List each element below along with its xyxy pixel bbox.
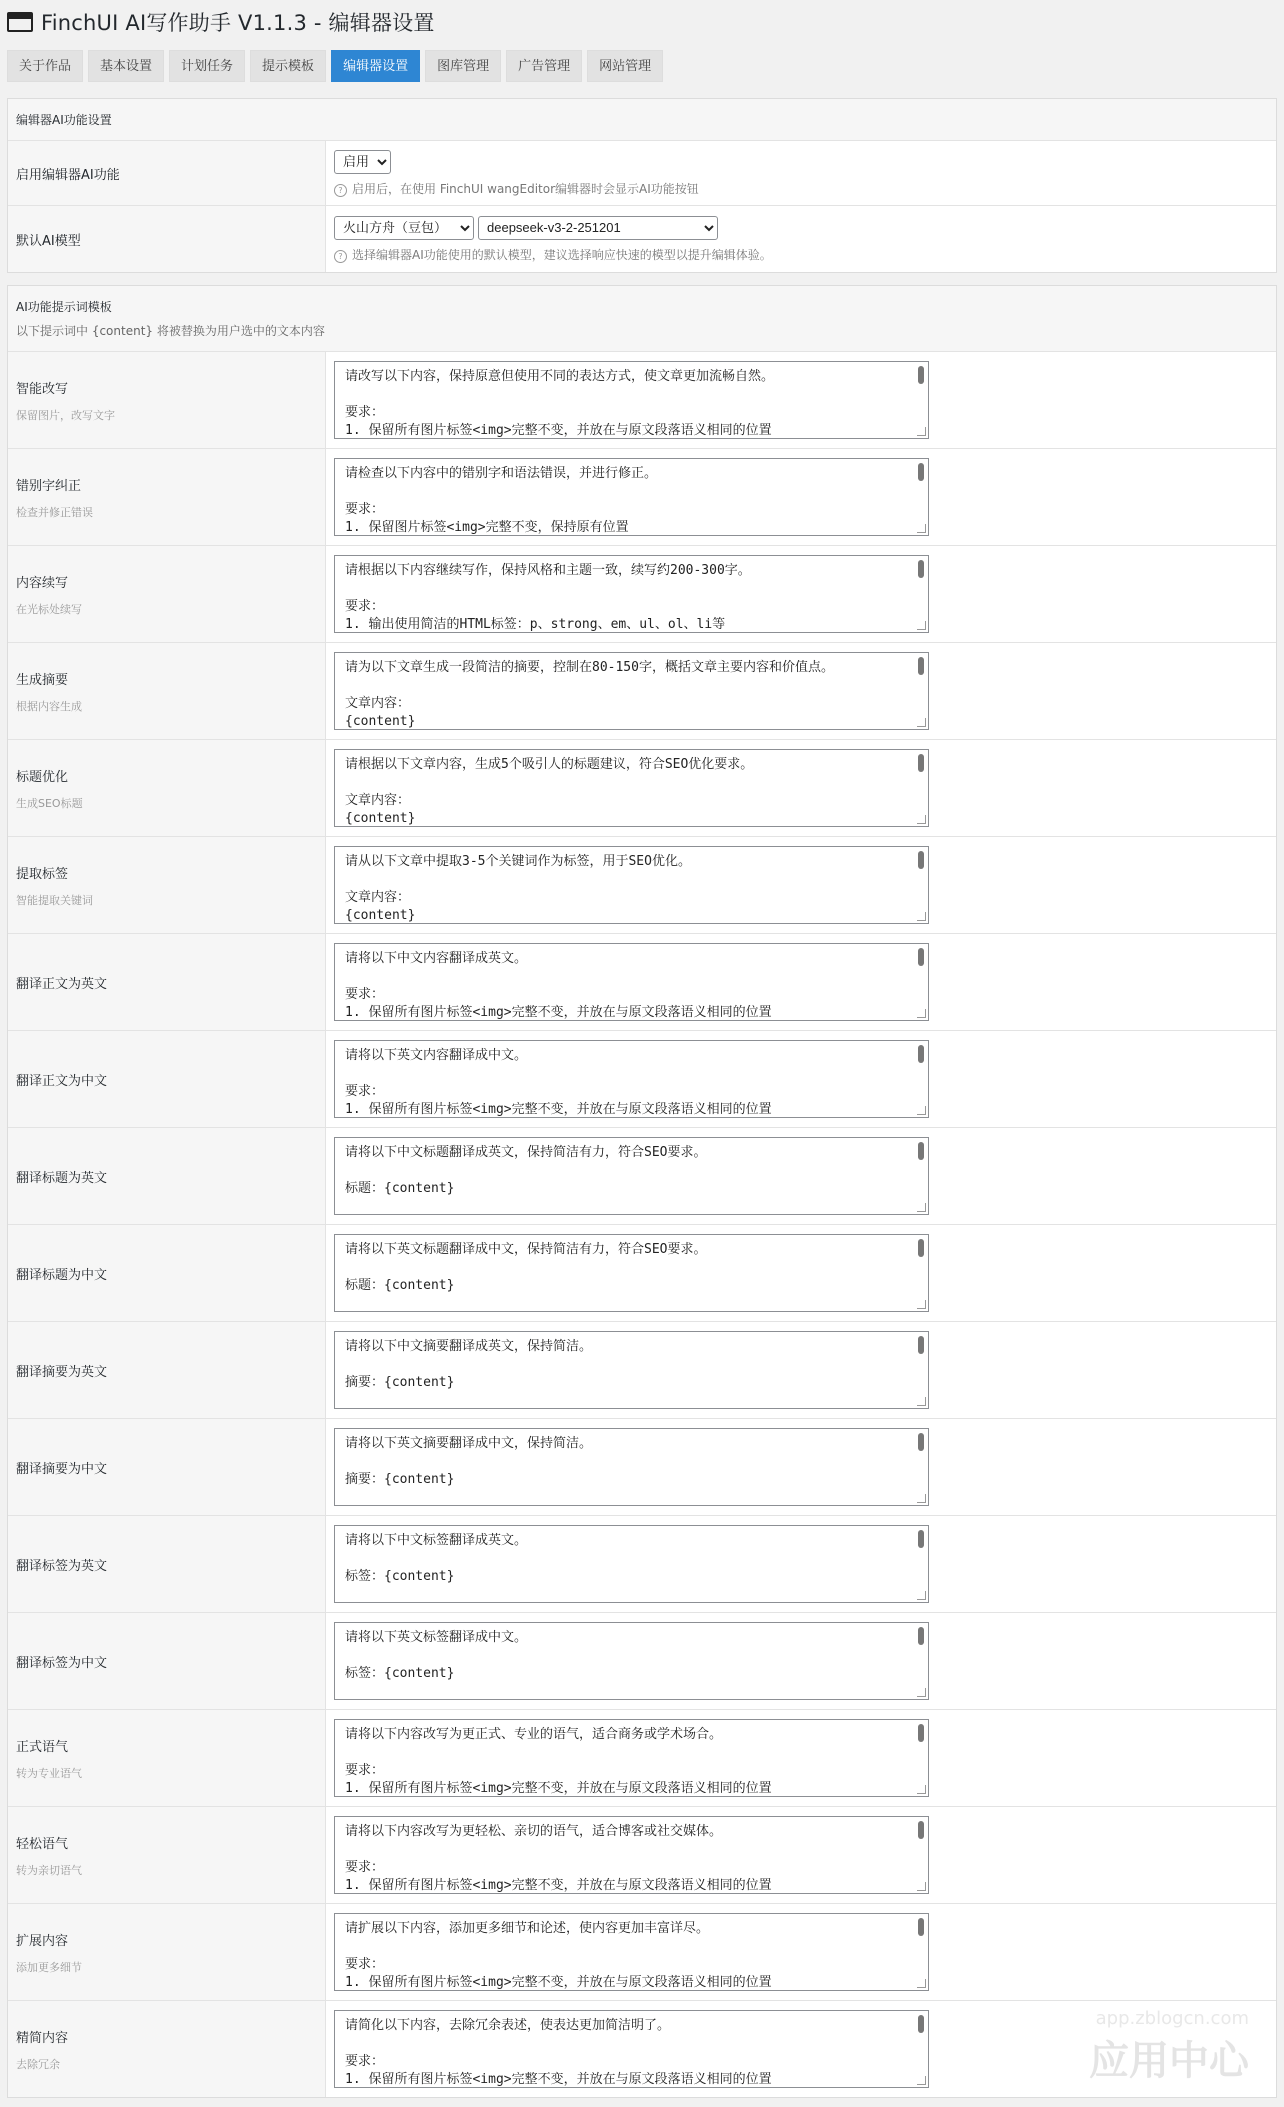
- prompt-label: 提取标签: [16, 866, 69, 882]
- model-select[interactable]: [478, 216, 718, 240]
- resize-handle-icon[interactable]: [917, 1785, 926, 1794]
- prompt-row: [8, 1904, 1276, 2001]
- settings-row-model: [8, 206, 1276, 272]
- prompt-label: 翻译标题为中文: [16, 1267, 108, 1283]
- prompt-text: 请根据以下文章内容，生成5个吸引人的标题建议，符合SEO优化要求。 文章内容： {content}: [345, 757, 754, 826]
- prompt-row: [8, 546, 1276, 643]
- prompt-row: [8, 1516, 1276, 1613]
- prompt-row: [8, 2001, 1276, 2097]
- prompt-textarea[interactable]: [334, 1040, 929, 1118]
- resize-handle-icon[interactable]: [917, 1882, 926, 1891]
- title-bar: [7, 0, 1277, 44]
- resize-handle-icon[interactable]: [917, 1688, 926, 1697]
- prompt-row: [8, 1613, 1276, 1710]
- prompt-textarea[interactable]: [334, 1913, 929, 1991]
- prompt-textarea[interactable]: [334, 1525, 929, 1603]
- scrollbar-thumb[interactable]: [918, 1821, 924, 1839]
- prompt-text: 请将以下内容改写为更轻松、亲切的语气，适合博客或社交媒体。 要求： 1. 保留所有图片标签<img>完整不变，并放在与原文段落语义相同的位置: [345, 1824, 772, 1893]
- prompt-text: 请将以下内容改写为更正式、专业的语气，适合商务或学术场合。 要求： 1. 保留所有图片标签<img>完整不变，并放在与原文段落语义相同的位置: [345, 1727, 772, 1796]
- scrollbar-thumb[interactable]: [918, 560, 924, 578]
- scrollbar-thumb[interactable]: [918, 1627, 924, 1645]
- tab-ads[interactable]: 广告管理: [506, 50, 582, 82]
- scrollbar-thumb[interactable]: [918, 1142, 924, 1160]
- resize-handle-icon[interactable]: [917, 718, 926, 727]
- resize-handle-icon[interactable]: [917, 815, 926, 824]
- prompt-desc: 添加更多细节: [16, 1960, 82, 1974]
- settings-row-enable: [8, 141, 1276, 206]
- prompt-label: 智能改写: [16, 381, 69, 397]
- scrollbar-thumb[interactable]: [918, 1045, 924, 1063]
- model-hint: 选择编辑器AI功能使用的默认模型，建议选择响应快速的模型以提升编辑体验。: [352, 247, 772, 262]
- prompt-textarea[interactable]: [334, 1137, 929, 1215]
- scrollbar-thumb[interactable]: [918, 657, 924, 675]
- resize-handle-icon[interactable]: [917, 1300, 926, 1309]
- scrollbar-thumb[interactable]: [918, 1918, 924, 1936]
- tab-bar: [7, 50, 1277, 82]
- prompt-label: 翻译标签为中文: [16, 1655, 108, 1671]
- editor-ai-settings-section: [7, 98, 1277, 273]
- prompt-desc: 生成SEO标题: [16, 796, 83, 810]
- prompt-row: [8, 837, 1276, 934]
- section-heading: 编辑器AI功能设置: [8, 99, 1276, 141]
- scrollbar-thumb[interactable]: [918, 754, 924, 772]
- prompt-row: [8, 1225, 1276, 1322]
- prompt-label: 翻译摘要为中文: [16, 1461, 108, 1477]
- prompt-label: 内容续写: [16, 575, 69, 591]
- prompt-text: 请将以下英文标题翻译成中文，保持简洁有力，符合SEO要求。 标题：{content}: [345, 1242, 707, 1293]
- prompts-heading: AI功能提示词模板: [16, 300, 112, 314]
- prompt-label: 正式语气: [16, 1739, 69, 1755]
- prompt-text: 请简化以下内容，去除冗余表述，使表达更加简洁明了。 要求： 1. 保留所有图片标签<img>完整不变，并放在与原文段落语义相同的位置: [345, 2018, 772, 2087]
- help-icon: ?: [334, 250, 347, 263]
- prompt-label: 生成摘要: [16, 672, 69, 688]
- resize-handle-icon[interactable]: [917, 621, 926, 630]
- resize-handle-icon[interactable]: [917, 912, 926, 921]
- prompt-desc: 智能提取关键词: [16, 893, 93, 907]
- page: [7, 0, 1277, 2098]
- prompt-row: [8, 1031, 1276, 1128]
- prompt-text: 请将以下中文内容翻译成英文。 要求： 1. 保留所有图片标签<img>完整不变，并放在与原文段落语义相同的位置: [345, 951, 772, 1020]
- prompt-text: 请将以下英文摘要翻译成中文，保持简洁。 摘要：{content}: [345, 1436, 593, 1487]
- prompt-row: [8, 1322, 1276, 1419]
- prompt-row: [8, 643, 1276, 740]
- scrollbar-thumb[interactable]: [918, 1433, 924, 1451]
- tab-scheduled-tasks[interactable]: 计划任务: [169, 50, 245, 82]
- prompt-textarea[interactable]: [334, 458, 929, 536]
- enable-hint: 启用后，在使用 FinchUI wangEditor编辑器时会显示AI功能按钮: [352, 181, 699, 196]
- help-icon: ?: [334, 184, 347, 197]
- prompt-text: 请改写以下内容，保持原意但使用不同的表达方式，使文章更加流畅自然。 要求： 1. 保留所有图片标签<img>完整不变，并放在与原文段落语义相同的位置: [345, 369, 775, 438]
- prompt-row: [8, 449, 1276, 546]
- scrollbar-thumb[interactable]: [918, 1724, 924, 1742]
- prompt-desc: 转为专业语气: [16, 1766, 82, 1780]
- prompt-row: [8, 1128, 1276, 1225]
- enable-select[interactable]: [334, 150, 391, 174]
- prompt-desc: 去除冗余: [16, 2057, 60, 2071]
- prompt-label: 扩展内容: [16, 1933, 69, 1949]
- prompt-label: 翻译标签为英文: [16, 1558, 108, 1574]
- prompt-label: 翻译正文为英文: [16, 976, 108, 992]
- prompt-textarea[interactable]: [334, 1428, 929, 1506]
- prompt-label: 标题优化: [16, 769, 69, 785]
- resize-handle-icon[interactable]: [917, 524, 926, 533]
- resize-handle-icon[interactable]: [917, 1009, 926, 1018]
- prompt-row: [8, 1710, 1276, 1807]
- resize-handle-icon[interactable]: [917, 427, 926, 436]
- tab-gallery[interactable]: 图库管理: [425, 50, 501, 82]
- prompt-desc: 转为亲切语气: [16, 1863, 82, 1877]
- prompt-text: 请将以下中文摘要翻译成英文，保持简洁。 摘要：{content}: [345, 1339, 593, 1390]
- prompt-desc: 检查并修正错误: [16, 505, 93, 519]
- prompt-label: 错别字纠正: [16, 478, 82, 494]
- prompt-text: 请将以下英文内容翻译成中文。 要求： 1. 保留所有图片标签<img>完整不变，并放在与原文段落语义相同的位置: [345, 1048, 772, 1117]
- prompt-label: 精简内容: [16, 2030, 69, 2046]
- scrollbar-thumb[interactable]: [918, 2015, 924, 2033]
- prompt-textarea[interactable]: [334, 361, 929, 439]
- prompt-text: 请将以下中文标签翻译成英文。 标签：{content}: [345, 1533, 528, 1584]
- prompt-textarea[interactable]: [334, 846, 929, 924]
- prompt-textarea[interactable]: [334, 1234, 929, 1312]
- resize-handle-icon[interactable]: [917, 1397, 926, 1406]
- prompt-row: [8, 740, 1276, 837]
- prompt-textarea[interactable]: [334, 555, 929, 633]
- resize-handle-icon[interactable]: [917, 1203, 926, 1212]
- prompt-label: 翻译摘要为英文: [16, 1364, 108, 1380]
- prompt-text: 请检查以下内容中的错别字和语法错误，并进行修正。 要求： 1. 保留图片标签<img>完整不变，保持原有位置: [345, 466, 658, 535]
- resize-handle-icon[interactable]: [917, 1979, 926, 1988]
- prompt-textarea[interactable]: [334, 943, 929, 1021]
- prompt-textarea[interactable]: [334, 652, 929, 730]
- prompt-row: [8, 1419, 1276, 1516]
- tab-editor-settings[interactable]: 编辑器设置: [331, 50, 420, 82]
- prompt-templates-section: [7, 285, 1277, 2098]
- prompt-textarea[interactable]: [334, 1622, 929, 1700]
- resize-handle-icon[interactable]: [917, 1591, 926, 1600]
- prompt-textarea[interactable]: [334, 1719, 929, 1797]
- page-title: FinchUI AI写作助手 V1.1.3 - 编辑器设置: [41, 11, 435, 35]
- prompt-row: [8, 934, 1276, 1031]
- prompt-text: 请扩展以下内容，添加更多细节和论述，使内容更加丰富详尽。 要求： 1. 保留所有图片标签<img>完整不变，并放在与原文段落语义相同的位置: [345, 1921, 772, 1990]
- prompt-text: 请根据以下内容继续写作，保持风格和主题一致，续写约200-300字。 要求： 1. 输出使用简洁的HTML标签：p、strong、em、ul、ol、li等: [345, 563, 751, 632]
- resize-handle-icon[interactable]: [917, 1494, 926, 1503]
- watermark-main: 应用中心: [1089, 2038, 1249, 2084]
- prompt-label: 翻译正文为中文: [16, 1073, 108, 1089]
- scrollbar-thumb[interactable]: [918, 851, 924, 869]
- window-icon: [7, 12, 33, 32]
- scrollbar-thumb[interactable]: [918, 948, 924, 966]
- resize-handle-icon[interactable]: [917, 1106, 926, 1115]
- watermark-url: app.zblogcn.com: [1095, 2008, 1249, 2029]
- prompt-text: 请为以下文章生成一段简洁的摘要，控制在80-150字，概括文章主要内容和价值点。 文章内容： {content}: [345, 660, 834, 729]
- tab-about[interactable]: 关于作品: [7, 50, 83, 82]
- tab-basic-settings[interactable]: 基本设置: [88, 50, 164, 82]
- prompt-textarea[interactable]: [334, 2010, 929, 2088]
- tab-sites[interactable]: 网站管理: [587, 50, 663, 82]
- prompts-subheading: 以下提示词中 {content} 将被替换为用户选中的文本内容: [16, 324, 325, 338]
- scrollbar-thumb[interactable]: [918, 1530, 924, 1548]
- prompt-label: 翻译标题为英文: [16, 1170, 108, 1186]
- prompt-row: [8, 352, 1276, 449]
- scrollbar-thumb[interactable]: [918, 1239, 924, 1257]
- prompt-text: 请从以下文章中提取3-5个关键词作为标签，用于SEO优化。 文章内容： {content}: [345, 854, 691, 923]
- prompt-desc: 保留图片，改写文字: [16, 408, 115, 422]
- enable-label: 启用编辑器AI功能: [16, 167, 120, 183]
- prompt-desc: 根据内容生成: [16, 699, 82, 713]
- prompt-list: [8, 352, 1276, 2097]
- prompt-textarea[interactable]: [334, 1331, 929, 1409]
- prompt-label: 轻松语气: [16, 1836, 69, 1852]
- tab-prompt-templates[interactable]: 提示模板: [250, 50, 326, 82]
- model-label: 默认AI模型: [16, 233, 81, 249]
- prompt-desc: 在光标处续写: [16, 602, 82, 616]
- provider-select[interactable]: [334, 216, 474, 240]
- scrollbar-thumb[interactable]: [918, 366, 924, 384]
- resize-handle-icon[interactable]: [917, 2076, 926, 2085]
- watermark: [1089, 2008, 1249, 2086]
- scrollbar-thumb[interactable]: [918, 1336, 924, 1354]
- scrollbar-thumb[interactable]: [918, 463, 924, 481]
- prompt-text: 请将以下中文标题翻译成英文，保持简洁有力，符合SEO要求。 标题：{content}: [345, 1145, 707, 1196]
- prompt-text: 请将以下英文标签翻译成中文。 标签：{content}: [345, 1630, 528, 1681]
- prompt-textarea[interactable]: [334, 749, 929, 827]
- prompt-row: [8, 1807, 1276, 1904]
- prompt-textarea[interactable]: [334, 1816, 929, 1894]
